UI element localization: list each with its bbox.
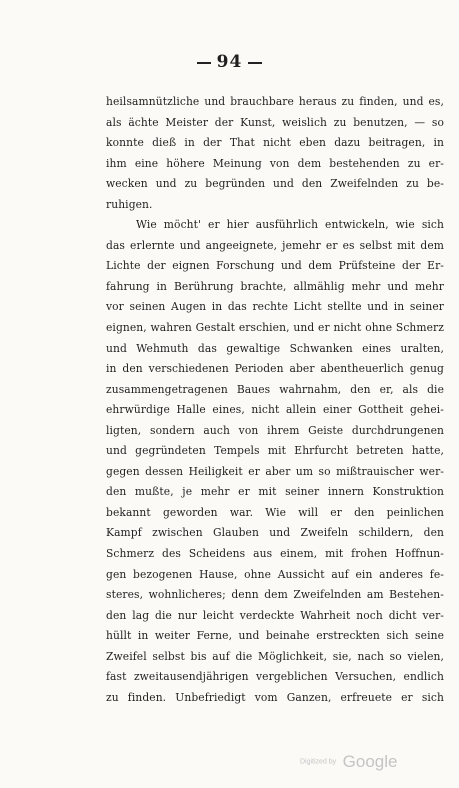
body-text (106, 92, 444, 708)
text-line: fahrung in Berührung brachte, allmählig mehr und mehr (106, 279, 444, 293)
watermark-brand: Google (342, 752, 398, 771)
text-line: eignen, wahren Gestalt erschien, und er nicht ohne Schmerz (106, 321, 444, 335)
text-line: und Wehmuth das gewaltige Schwanken eines uralten, (106, 341, 444, 355)
text-line: als ächte Meister der Kunst, weislich zu benutzen, — so (106, 115, 444, 129)
text-line: den mußte, je mehr er mit seiner innern Konstruktion (106, 485, 444, 499)
text-line: heilsamnützliche und brauchbare heraus zu finden, und es, (106, 95, 444, 108)
watermark-small-text: Digitized by (300, 758, 337, 766)
text-line: gen bezogenen Hause, ohne Aussicht auf ein anderes fe- (106, 567, 444, 581)
text-line: ihm eine höhere Meinung von dem bestehenden zu er- (106, 156, 444, 170)
text-line: Lichte der eignen Forschung und dem Prüfsteine der Er- (106, 259, 444, 273)
text-line: zusammengetragenen Baues wahrnahm, den er, als die (106, 382, 444, 396)
page-number-header (0, 52, 459, 72)
text-line: wecken und zu begründen und den Zweifelnden zu be- (106, 177, 444, 191)
text-line: ehrwürdige Halle eines, nicht allein einer Gottheit gehei- (106, 403, 444, 417)
text-line: den lag die nur leicht verdeckte Wahrheit noch dicht ver- (106, 608, 444, 622)
text-line: fast zweitausendjährigen vergeblichen Versuchen, endlich (106, 670, 444, 684)
header-dash-right (248, 62, 262, 64)
text-line: gegen dessen Heiligkeit er aber um so mißtrauischer wer- (106, 464, 444, 478)
header-dash-left (197, 62, 211, 64)
text-line: ligten, sondern auch von ihrem Geiste durchdrungenen (106, 423, 444, 437)
text-line: steres, wohnlicheres; denn dem Zweifelnden am Bestehen- (106, 588, 444, 602)
text-line: und gegründeten Tempels mit Ehrfurcht betreten hatte, (106, 444, 444, 458)
text-line: konnte dieß in der That nicht eben dazu beitragen, in (106, 136, 444, 150)
text-line: hüllt in weiter Ferne, und beinahe erstreckten sich seine (106, 629, 444, 643)
text-line: vor seinen Augen in das rechte Licht stellte und in seiner (106, 300, 444, 314)
text-line: das erlernte und angeeignete, jemehr er es selbst mit dem (106, 238, 444, 252)
text-line: ruhigen. (106, 197, 153, 211)
digitization-watermark (300, 752, 397, 772)
text-line: Wie möcht' er hier ausführlich entwickeln, wie sich (136, 218, 444, 232)
text-line: in den verschiedenen Perioden aber abentheuerlich genug (106, 362, 444, 376)
text-line: Kampf zwischen Glauben und Zweifeln schildern, den (106, 526, 444, 540)
text-line: bekannt geworden war. Wie will er den peinlichen (106, 505, 444, 519)
text-line: Zweifel selbst bis auf die Möglichkeit, sie, nach so vielen, (106, 649, 444, 663)
page-number: 94 (216, 52, 243, 72)
text-line: zu finden. Unbefriedigt vom Ganzen, erfreuete er sich (106, 690, 444, 704)
text-line: Schmerz des Scheidens aus einem, mit frohen Hoffnun- (106, 547, 444, 561)
